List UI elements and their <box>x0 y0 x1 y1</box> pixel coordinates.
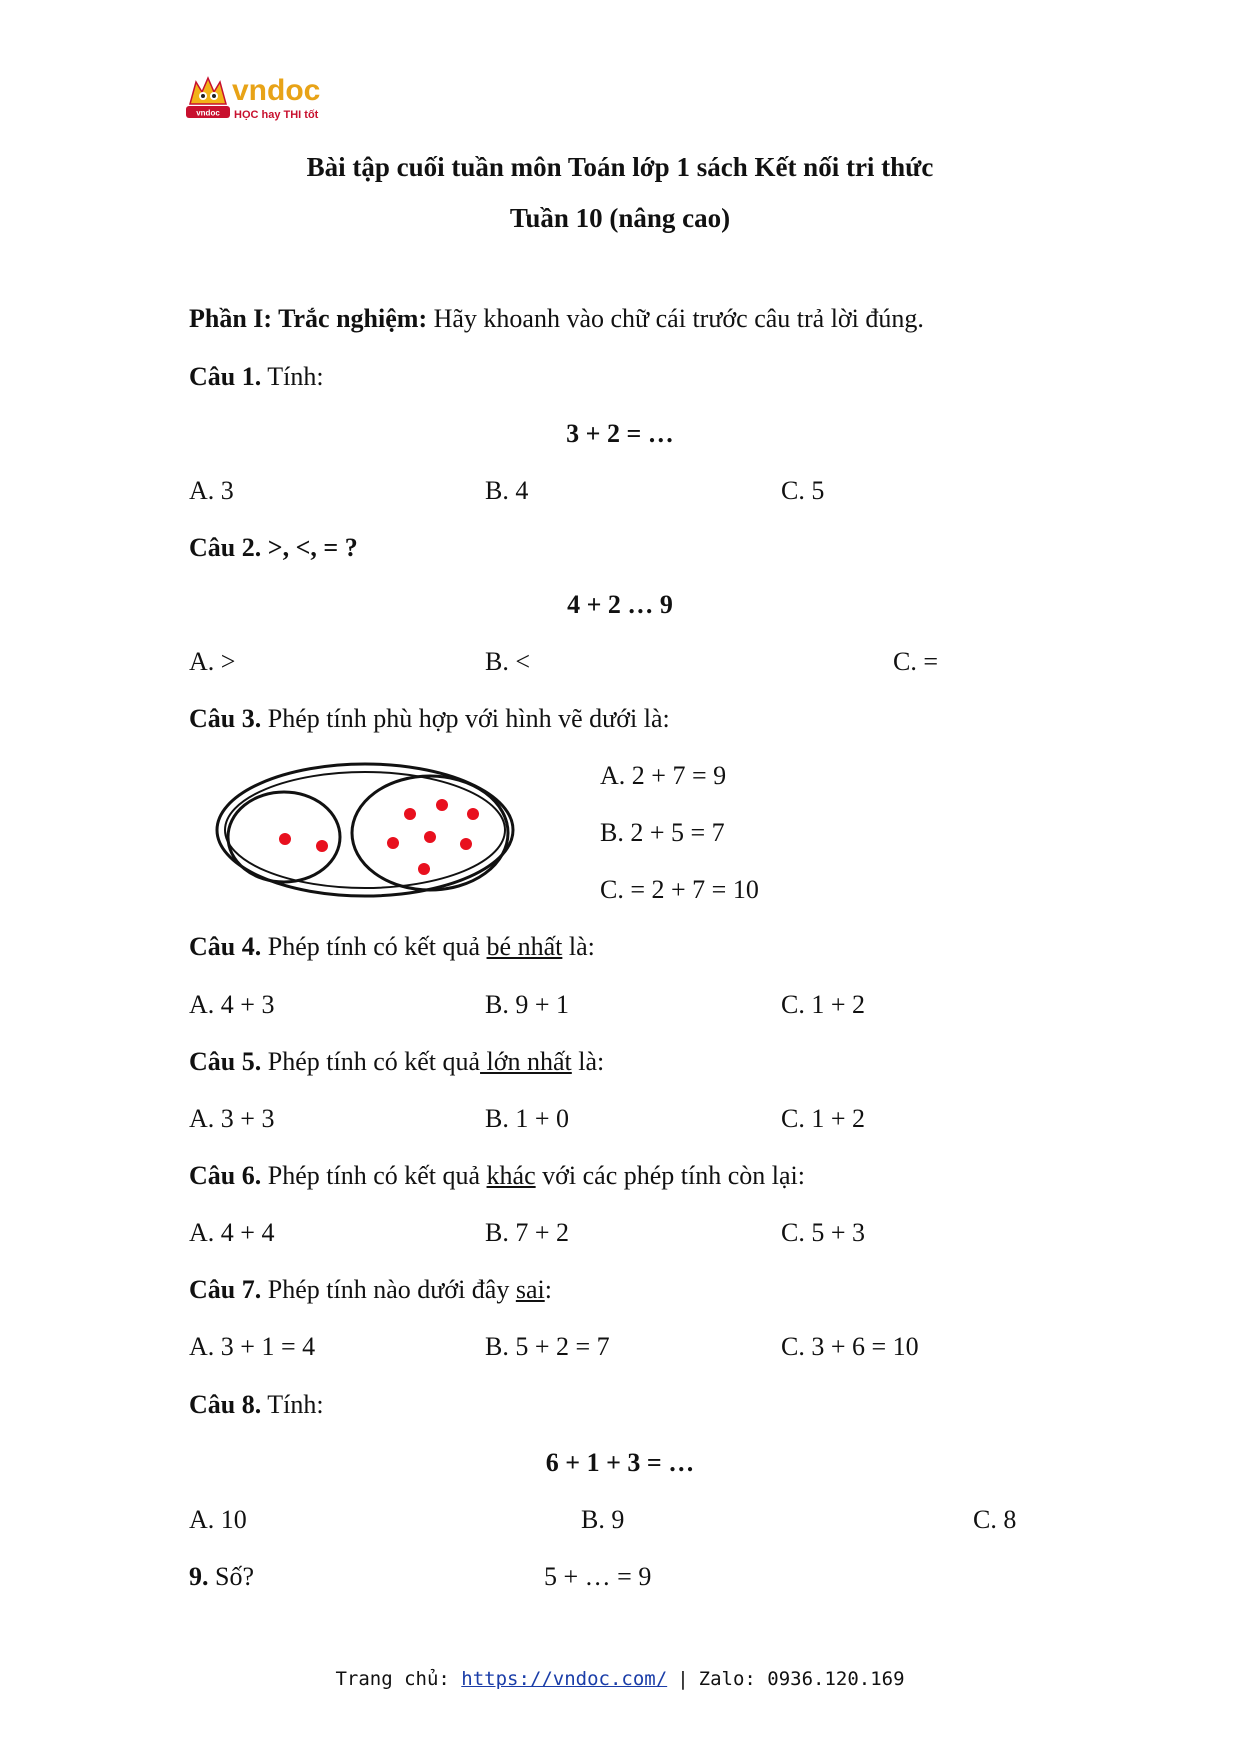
q3-label: Câu 3. <box>189 704 262 733</box>
q5-label: Câu 5. <box>189 1047 262 1076</box>
q6-option-a[interactable]: A. 4 + 4 <box>189 1218 275 1247</box>
question-5 <box>189 1047 604 1077</box>
section-instruction: Hãy khoanh vào chữ cái trước câu trả lời đúng. <box>427 304 924 333</box>
q6-label: Câu 6. <box>189 1161 262 1190</box>
footer-home-link[interactable]: https://vndoc.com/ <box>461 1668 668 1690</box>
dot <box>436 799 448 811</box>
q4-pre: Phép tính có kết quả <box>261 932 487 961</box>
q4-emphasis: bé nhất <box>486 932 563 961</box>
q1-option-c[interactable]: C. 5 <box>781 476 825 505</box>
q1-option-b[interactable]: B. 4 <box>485 476 529 505</box>
question-9 <box>189 1562 254 1592</box>
q7-option-c[interactable]: C. 3 + 6 = 10 <box>781 1332 919 1361</box>
q8-option-b[interactable]: B. 9 <box>581 1505 625 1534</box>
q9-text: Số? <box>208 1562 254 1591</box>
footer-divider: | <box>677 1668 689 1690</box>
dot <box>279 833 291 845</box>
q7-pre: Phép tính nào dưới đây <box>261 1275 516 1304</box>
q4-option-a[interactable]: A. 4 + 3 <box>189 990 275 1019</box>
q1-expression: 3 + 2 = … <box>566 419 674 448</box>
q6-post: với các phép tính còn lại: <box>535 1161 805 1190</box>
q2-text: >, <, = ? <box>261 533 358 562</box>
q2-option-c[interactable]: C. = <box>893 647 939 676</box>
q3-option-b[interactable]: B. 2 + 5 = 7 <box>600 818 725 847</box>
q5-emphasis: lớn nhất <box>480 1047 572 1076</box>
question-8 <box>189 1390 324 1420</box>
q4-option-b[interactable]: B. 9 + 1 <box>485 990 570 1019</box>
q7-label: Câu 7. <box>189 1275 262 1304</box>
q5-option-b[interactable]: B. 1 + 0 <box>485 1104 570 1133</box>
dot <box>387 837 399 849</box>
q5-option-a[interactable]: A. 3 + 3 <box>189 1104 275 1133</box>
footer-zalo: Zalo: 0936.120.169 <box>698 1668 905 1690</box>
question-4 <box>189 932 595 962</box>
q3-option-a[interactable]: A. 2 + 7 = 9 <box>600 761 727 790</box>
question-2 <box>189 533 358 563</box>
q4-label: Câu 4. <box>189 932 262 961</box>
question-6 <box>189 1161 805 1191</box>
q6-option-b[interactable]: B. 7 + 2 <box>485 1218 570 1247</box>
q2-label: Câu 2. <box>189 533 262 562</box>
q8-text: Tính: <box>261 1390 324 1419</box>
dot <box>467 808 479 820</box>
document-subtitle: Tuần 10 (nâng cao) <box>509 203 731 233</box>
q7-option-b[interactable]: B. 5 + 2 = 7 <box>485 1332 610 1361</box>
dot <box>404 808 416 820</box>
q8-expression: 6 + 1 + 3 = … <box>545 1448 695 1477</box>
q1-text: Tính: <box>261 362 324 391</box>
q6-option-c[interactable]: C. 5 + 3 <box>781 1218 866 1247</box>
q8-option-c[interactable]: C. 8 <box>973 1505 1017 1534</box>
q7-emphasis: sai <box>515 1275 545 1304</box>
logo-brand-text: vndoc <box>232 74 321 107</box>
q5-option-c[interactable]: C. 1 + 2 <box>781 1104 866 1133</box>
q3-text: Phép tính phù hợp với hình vẽ dưới là: <box>261 704 670 733</box>
q3-option-c[interactable]: C. = 2 + 7 = 10 <box>600 875 759 904</box>
q2-option-b[interactable]: B. < <box>485 647 531 676</box>
section-heading <box>189 304 924 334</box>
outer-oval-inner-line <box>225 772 505 888</box>
q9-expression: 5 + … = 9 <box>544 1562 652 1591</box>
q9-label: 9. <box>189 1562 209 1591</box>
q1-option-a[interactable]: A. 3 <box>189 476 234 505</box>
question-7 <box>189 1275 552 1305</box>
q4-option-c[interactable]: C. 1 + 2 <box>781 990 866 1019</box>
page-footer <box>0 1668 1240 1690</box>
logo-tagline-text: HỌC hay THI tốt <box>234 109 319 121</box>
document-title: Bài tập cuối tuần môn Toán lớp 1 sách Kết nối tri thức <box>306 152 934 182</box>
dot <box>424 831 436 843</box>
q6-emphasis: khác <box>486 1161 536 1190</box>
question-3 <box>189 704 670 734</box>
q7-post: : <box>544 1275 552 1304</box>
q8-label: Câu 8. <box>189 1390 262 1419</box>
q1-label: Câu 1. <box>189 362 262 391</box>
dot <box>460 838 472 850</box>
q7-option-a[interactable]: A. 3 + 1 = 4 <box>189 1332 316 1361</box>
question-1 <box>189 362 324 392</box>
dots-grouping-figure <box>210 755 530 905</box>
q5-post: là: <box>571 1047 605 1076</box>
logo-badge-text: vndoc <box>196 108 220 118</box>
q2-expression: 4 + 2 … 9 <box>567 590 673 619</box>
q8-option-a[interactable]: A. 10 <box>189 1505 247 1534</box>
vndoc-logo <box>186 66 346 126</box>
q2-option-a[interactable]: A. > <box>189 647 236 676</box>
section-label: Phần I: Trắc nghiệm: <box>189 304 428 333</box>
dot <box>418 863 430 875</box>
footer-home-label: Trang chủ: <box>335 1668 462 1690</box>
dot <box>316 840 328 852</box>
q5-pre: Phép tính có kết quả <box>261 1047 481 1076</box>
q6-pre: Phép tính có kết quả <box>261 1161 487 1190</box>
q4-post: là: <box>562 932 595 961</box>
